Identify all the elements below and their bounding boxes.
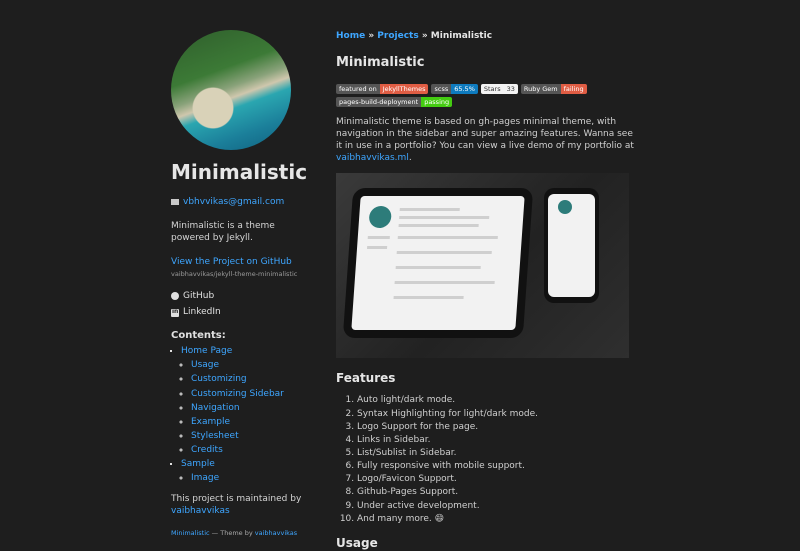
- toc-item-home: [181, 345, 321, 456]
- intro-paragraph: [336, 116, 636, 165]
- linkedin-icon: [171, 309, 179, 317]
- breadcrumb: [336, 30, 636, 42]
- linkedin-label: LinkedIn: [183, 307, 221, 318]
- badge-left: Ruby Gem: [521, 84, 561, 94]
- feature-item: 4. Links in Sidebar.: [357, 434, 636, 446]
- badge-left: featured on: [336, 84, 380, 94]
- toc-item: [191, 444, 321, 456]
- toc-list: [171, 345, 321, 484]
- badge-left: pages-build-deployment: [336, 97, 421, 107]
- breadcrumb-home[interactable]: Home: [336, 31, 366, 41]
- badge-right: failing: [561, 84, 587, 94]
- badge-pages-build[interactable]: [336, 97, 452, 107]
- page-title: Minimalistic: [336, 55, 425, 71]
- badge-left: scss: [431, 84, 451, 94]
- maintained-text: This project is maintained by: [171, 493, 302, 504]
- envelope-icon: [171, 199, 179, 205]
- email-row: [171, 196, 321, 208]
- feature-item: 1. Auto light/dark mode.: [357, 394, 636, 406]
- feature-item: 9. Under active development.: [357, 500, 636, 512]
- toc-item: [191, 359, 321, 371]
- sidebar: [171, 30, 321, 538]
- breadcrumb-current: Minimalistic: [430, 31, 493, 41]
- badge-right: 33: [504, 84, 518, 94]
- badge-right: 65.5%: [451, 84, 478, 94]
- usage-heading: Usage: [336, 535, 378, 550]
- features-list: [336, 394, 636, 524]
- github-icon: [171, 292, 179, 300]
- badge-right: passing: [421, 97, 452, 107]
- intro-end: .: [408, 153, 412, 164]
- feature-item: 7. Logo/Favicon Support.: [357, 473, 636, 485]
- toc-item: [191, 402, 321, 414]
- contents-heading: Contents:: [171, 329, 226, 341]
- toc-link-stylesheet[interactable]: Stylesheet: [191, 430, 239, 441]
- avatar-image: [171, 30, 291, 150]
- breadcrumb-separator: »: [365, 31, 378, 41]
- toc-item: [191, 416, 321, 428]
- feature-item: 3. Logo Support for the page.: [357, 421, 636, 433]
- feature-item: 6. Fully responsive with mobile support.: [357, 460, 636, 472]
- sidebar-footer: [171, 529, 321, 538]
- github-social-link[interactable]: [171, 290, 321, 302]
- hero-device-image: [336, 173, 629, 358]
- toc-link-customizing-sidebar[interactable]: Customizing Sidebar: [191, 388, 284, 399]
- breadcrumb-projects[interactable]: Projects: [377, 31, 419, 41]
- view-project-link[interactable]: View the Project on GitHub: [171, 257, 292, 268]
- phone-mockup: [544, 188, 599, 303]
- toc-link-image[interactable]: Image: [191, 473, 220, 484]
- badge-right: JekyllThemes: [380, 84, 429, 94]
- theme-link[interactable]: Minimalistic: [171, 528, 210, 537]
- theme-by-text: — Theme by: [209, 528, 255, 537]
- main-content: [336, 30, 636, 551]
- feature-item: 2. Syntax Highlighting for light/dark mode.: [357, 408, 636, 420]
- maintainer-link[interactable]: vaibhavvikas: [171, 505, 230, 516]
- github-label: GitHub: [183, 291, 215, 302]
- toc-link-sample[interactable]: Sample: [181, 459, 215, 470]
- toc-link-credits[interactable]: Credits: [191, 445, 223, 456]
- email-link[interactable]: vbhvvikas@gmail.com: [183, 197, 285, 207]
- intro-text: Minimalistic theme is based on gh-pages minimal theme, with navigation in the sidebar and super amazing features. Wanna see it in use in a portfolio? You can view a live demo of my portfolio at: [336, 116, 634, 151]
- toc-item: [191, 430, 321, 442]
- social-links: [171, 290, 321, 318]
- toc-link-customizing[interactable]: Customizing: [191, 374, 247, 385]
- toc-link-usage[interactable]: Usage: [191, 360, 220, 371]
- badge-jekyllthemes[interactable]: [336, 84, 428, 94]
- theme-author-link[interactable]: vaibhavvikas: [254, 528, 298, 537]
- feature-item: 5. List/Sublist in Sidebar.: [357, 447, 636, 459]
- toc-link-home-page[interactable]: Home Page: [181, 346, 233, 357]
- site-title: Minimalistic: [171, 160, 308, 184]
- features-heading: Features: [336, 371, 396, 386]
- feature-item: 10. And many more. 😄: [357, 513, 636, 525]
- tablet-mockup: [343, 188, 533, 338]
- badge-ruby-gem[interactable]: [521, 84, 587, 94]
- portfolio-link[interactable]: vaibhavvikas.ml: [336, 153, 409, 164]
- toc-item-sample: [181, 458, 321, 484]
- badge-left: Stars: [481, 84, 504, 94]
- toc-item: [191, 373, 321, 385]
- badge-row: [336, 84, 636, 107]
- feature-item: 8. Github-Pages Support.: [357, 486, 636, 498]
- toc-link-example[interactable]: Example: [191, 416, 231, 427]
- toc-item: [191, 388, 321, 400]
- breadcrumb-separator: »: [418, 31, 431, 41]
- maintained-by: [171, 493, 321, 517]
- linkedin-social-link[interactable]: [171, 306, 321, 318]
- badge-scss[interactable]: [431, 84, 477, 94]
- toc-link-navigation[interactable]: Navigation: [191, 402, 240, 413]
- site-description: Minimalistic is a theme powered by Jekyll.: [171, 221, 275, 244]
- repo-name: vaibhavvikas/jekyll-theme-minimalistic: [171, 269, 298, 278]
- badge-stars[interactable]: [481, 84, 518, 94]
- toc-item: [191, 472, 321, 484]
